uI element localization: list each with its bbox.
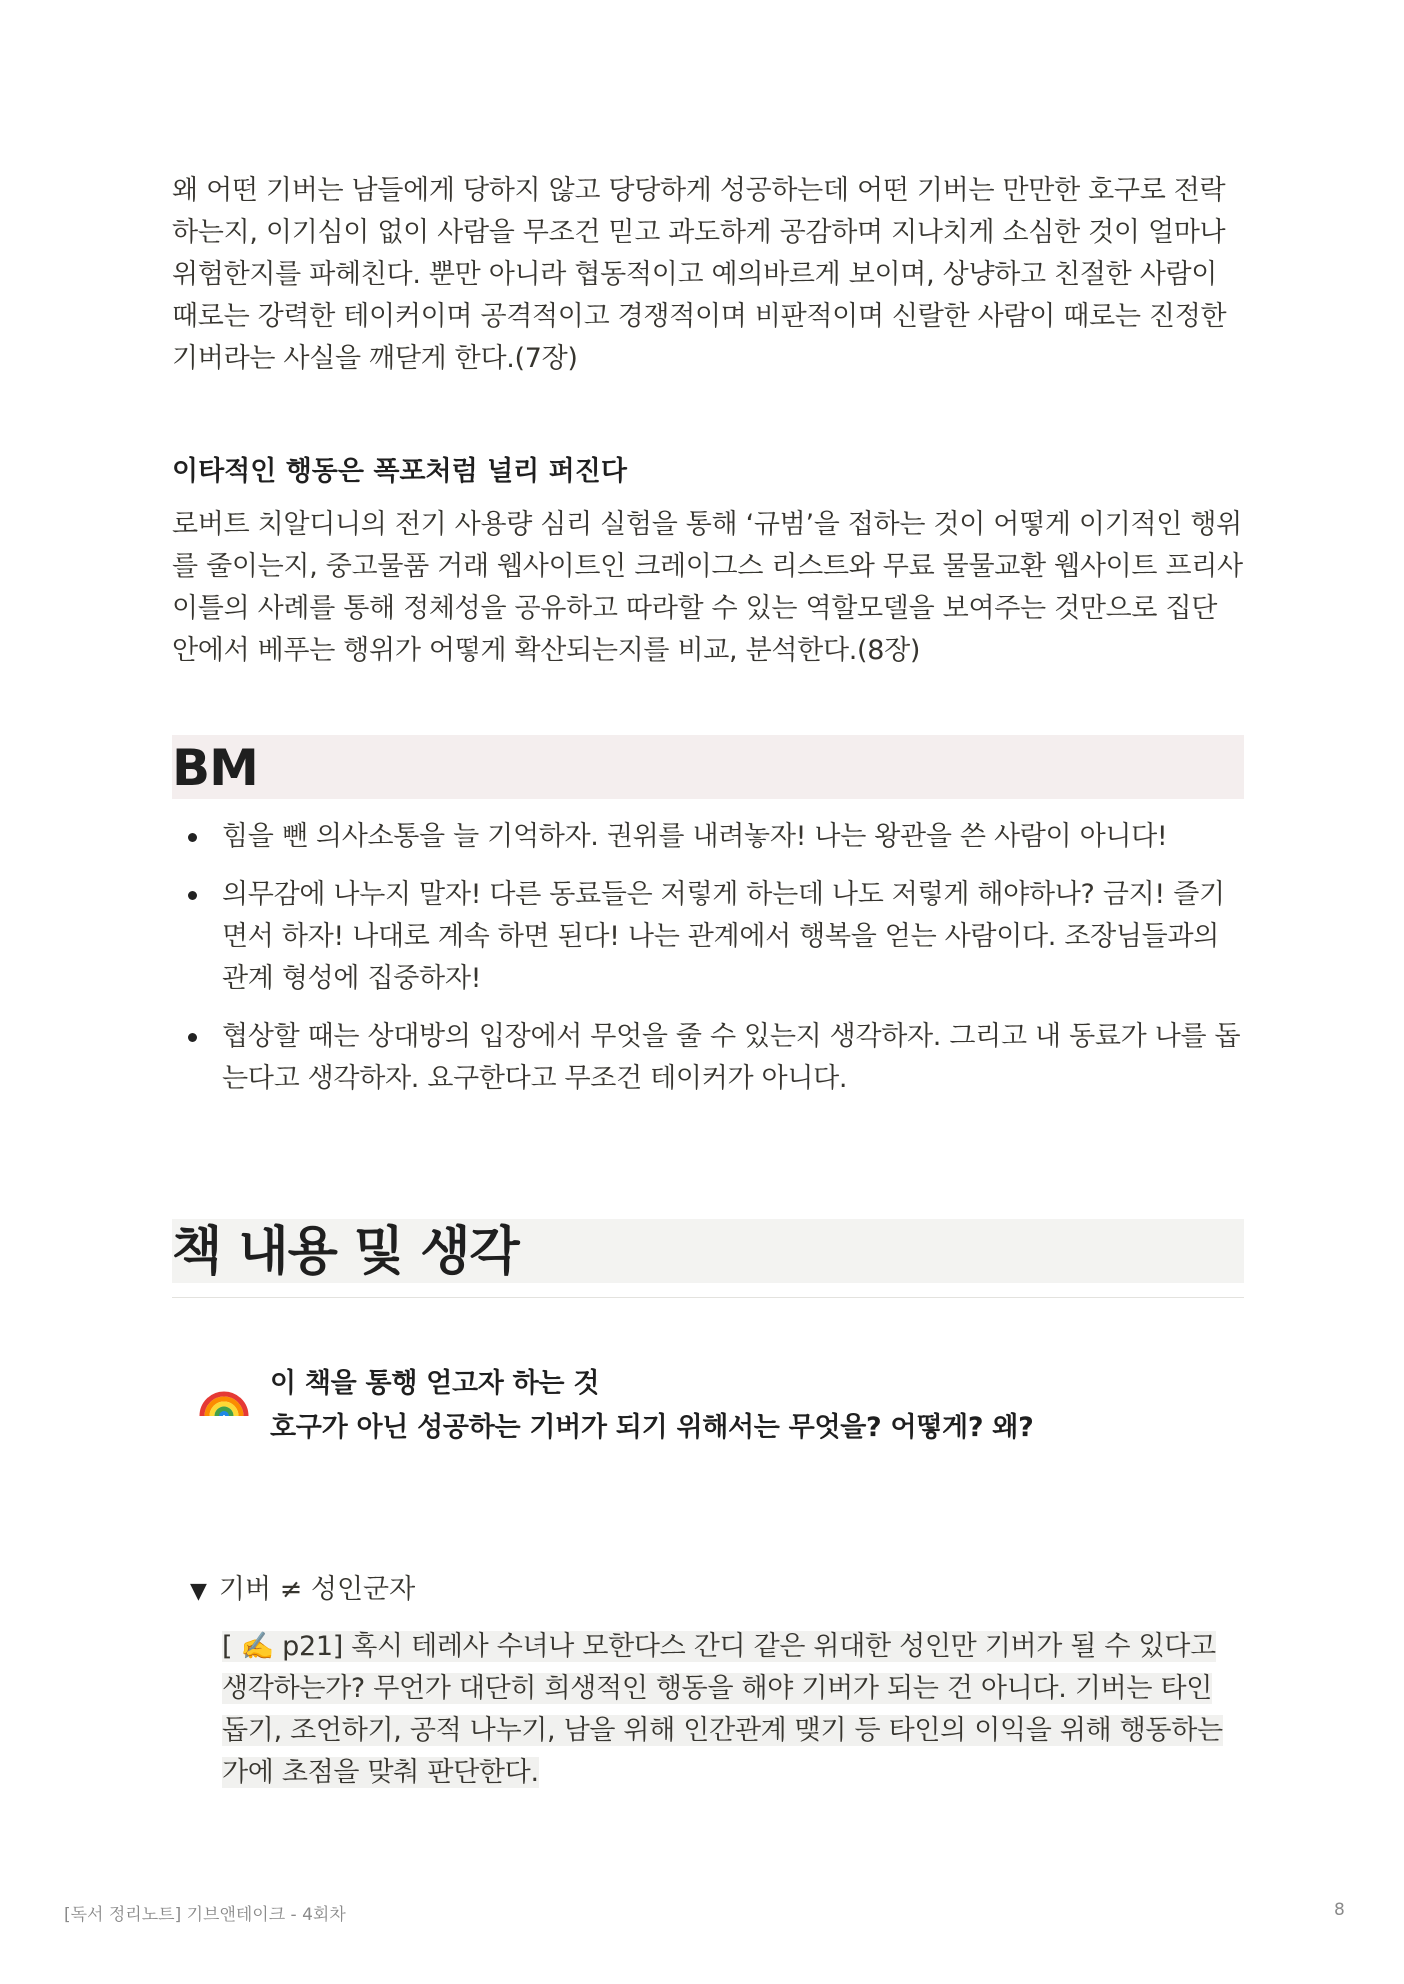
callout-line: 호구가 아닌 성공하는 기버가 되기 위해서는 무엇을? 어떻게? 왜? <box>270 1412 1034 1443</box>
section-heading: 이타적인 행동은 폭포처럼 널리 퍼진다 <box>172 456 627 487</box>
bm-list <box>172 816 1244 1116</box>
toggle-header[interactable] <box>190 1570 1250 1612</box>
book-heading: 책 내용 및 생각 <box>172 1219 1244 1283</box>
divider <box>172 1297 1244 1298</box>
toggle-arrow-icon[interactable]: ▼ <box>190 1579 207 1604</box>
intro-block <box>172 170 1244 380</box>
rainbow-icon <box>198 1370 250 1422</box>
toggle-label: 기버 ≠ 성인군자 <box>218 1574 416 1605</box>
bullet-dot <box>188 833 197 842</box>
bm-item-text: 의무감에 나누지 말자! 다른 동료들은 저렇게 하는데 나도 저렇게 해야하나? 금지! 즐기면서 하자! 나대로 계속 하면 된다! 나는 관계에서 행복을 얻는 사람이다. 조장님들과의 관계 형성에 집중하자! <box>222 879 1225 994</box>
footer-title: [독서 정리노트] 기브앤테이크 - 4회차 <box>64 1905 346 1925</box>
bullet-dot <box>188 1033 197 1042</box>
quote-line: 가에 초점을 맞춰 판단한다. <box>222 1757 539 1788</box>
page-number: 8 <box>1334 1900 1345 1920</box>
bm-item-text: 협상할 때는 상대방의 입장에서 무엇을 줄 수 있는지 생각하자. 그리고 내 동료가 나를 돕는다고 생각하자. 요구한다고 무조건 테이커가 아니다. <box>222 1021 1241 1094</box>
callout-text <box>270 1362 1033 1450</box>
section-paragraph: 로버트 치알디니의 전기 사용량 심리 실험을 통해 ‘규범’을 접하는 것이 어떻게 이기적인 행위를 줄이는지, 중고물품 거래 웹사이트인 크레이그스 리스트와 무료 물물교환 웹사이트 프리사이틀의 사례를 통해 정체성을 공유하고 따라할 수 있는 역할모델을 보여주는 것만으로 집단 안에서 베푸는 행위가 어떻게 확산되는지를 비교, 분석한다.(8장) <box>172 509 1243 666</box>
list-item <box>172 874 1244 1000</box>
bm-heading: BM <box>172 735 1244 799</box>
toggle-block <box>190 1570 1250 1788</box>
intro-paragraph: 왜 어떤 기버는 남들에게 당하지 않고 당당하게 성공하는데 어떤 기버는 만만한 호구로 전락하는지, 이기심이 없이 사람을 무조건 믿고 과도하게 공감하며 지나치게 소심한 것이 얼마나 위험한지를 파헤친다. 뿐만 아니라 협동적이고 예의바르게 보이며, 상냥하고 친절한 사람이 때로는 강력한 테이커이며 공격적이고 경쟁적이며 비판적이며 신랄한 사람이 때로는 진정한 기버라는 사실을 깨닫게 한다.(7장) <box>172 175 1227 374</box>
bullet-dot <box>188 891 197 900</box>
section-block <box>172 452 1244 672</box>
list-item <box>172 816 1244 858</box>
quote-line: 생각하는가? 무언가 대단히 희생적인 행동을 해야 기버가 되는 건 아니다. 기버는 타인 <box>222 1673 1213 1704</box>
quote-block <box>222 1626 1242 1794</box>
bm-item-text: 힘을 뺀 의사소통을 늘 기억하자. 권위를 내려놓자! 나는 왕관을 쓴 사람이 아니다! <box>222 821 1168 852</box>
quote-line: [ ✍️ p21] 혹시 테레사 수녀나 모한다스 간디 같은 위대한 성인만 기버가 될 수 있다고 <box>222 1631 1216 1662</box>
callout-line: 이 책을 통행 얻고자 하는 것 <box>270 1368 600 1399</box>
quote-line: 돕기, 조언하기, 공적 나누기, 남을 위해 인간관계 맺기 등 타인의 이익을 위해 행동하는 <box>222 1715 1223 1746</box>
list-item <box>172 1016 1244 1100</box>
